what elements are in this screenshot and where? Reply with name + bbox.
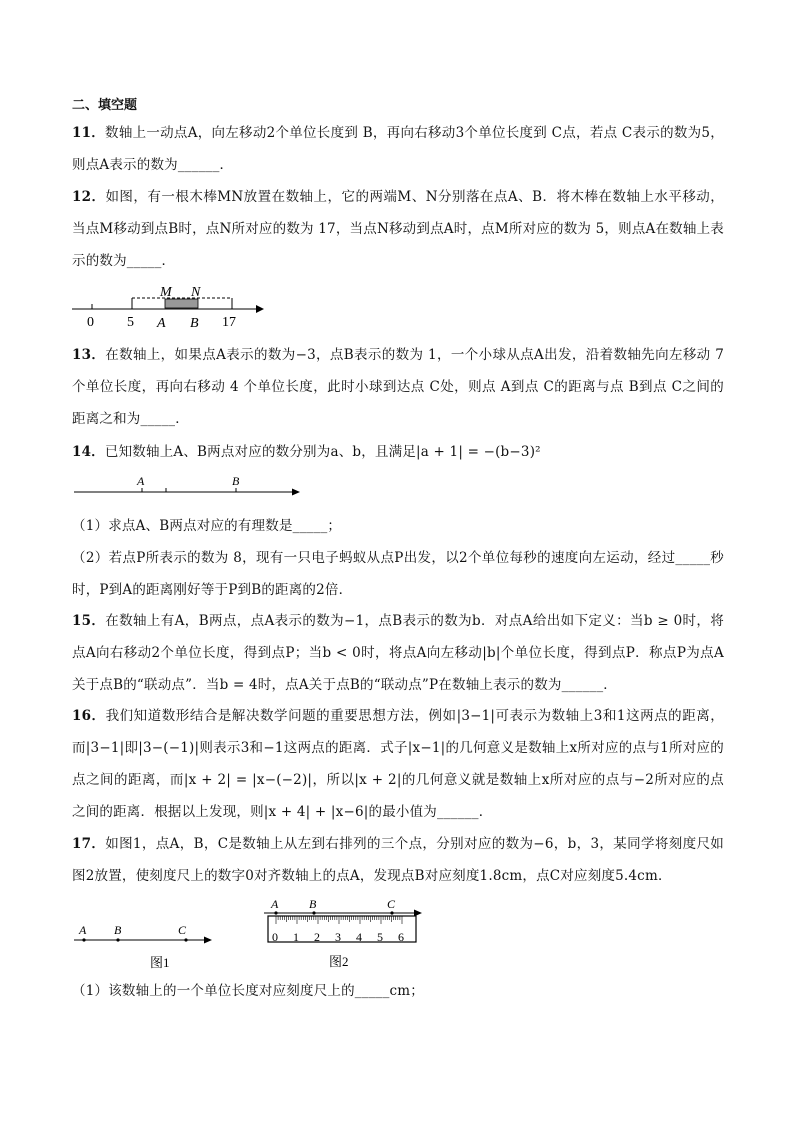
question-number: 13．: [72, 347, 106, 363]
label-n: N: [191, 285, 201, 300]
question-text: 如图1，点A，B，C是数轴上从左到右排列的三个点，分别对应的数为−6，b，3，某同学将刻度尺如图2放置，使刻度尺上的数字0对齐数轴上的点A，发现点B对应刻度1.8cm，点C对应刻度5.4cm．: [72, 836, 725, 884]
label-a: A: [137, 474, 145, 488]
question-text: 数轴上一动点A，向左移动2个单位长度到 B，再向右移动3个单位长度到 C点，若点 C表示的数为5，则点A表示的数为______．: [72, 125, 724, 173]
label-c: C: [387, 897, 396, 911]
label-b: B: [232, 474, 240, 488]
section-heading: 二、填空题: [72, 98, 138, 113]
label-b: B: [309, 897, 317, 911]
question-12: [72, 181, 724, 277]
ruler-ticks: [276, 916, 402, 924]
question-13: [72, 339, 724, 435]
question-text: 我们知道数形结合是解决数学问题的重要思想方法，例如|3−1|可表示为数轴上3和1这两点的距离，而|3−1|即|3−(−1)|则表示3和−1这两点的距离．式子|x−1|的几何意义是数轴上x所对应的点与1所对应的点之间的距离，而|x + 2| = |x−(−2)|，所以|x + 2|的几何意义就是数轴上x所对应的点与−2所对应的点之间的距离．根据以上发现，则|x + 4| + |x−6|的最小值为______．: [72, 708, 724, 820]
question-17-part-1: （1）该数轴上的一个单位长度对应刻度尺上的_____cm；: [72, 983, 425, 999]
label-c: C: [178, 923, 187, 937]
question-number: 14．: [72, 444, 105, 460]
label-0: 0: [87, 315, 94, 328]
question-text: 已知数轴上A、B两点对应的数分别为a、b，且满足|a + 1| = −(b−3)²: [104, 444, 541, 460]
question-14: [72, 436, 724, 468]
label-m: M: [160, 285, 172, 300]
question-14-part-1: （1）求点A、B两点对应的有理数是_____；: [72, 518, 342, 534]
question-number: 16．: [72, 708, 106, 724]
q17-figure-2: [262, 894, 432, 974]
q12-number-line-figure: [70, 282, 270, 328]
label-a: A: [79, 923, 87, 937]
question-text: 在数轴上有A，B两点，点A表示的数为−1，点B表示的数为b．对点A给出如下定义：当b ≥ 0时，将点A向右移动2个单位长度，得到点P；当b < 0时，将点A向左移动|b|个单位长度，得到点P．称点P为点A关于点B的“联动点”．当b = 4时，点A关于点B的“联动点”P在数轴上表示的数为______．: [72, 613, 725, 693]
ruler-1: 1: [293, 930, 299, 944]
label-b: B: [114, 923, 122, 937]
question-number: 17．: [72, 836, 106, 852]
question-number: 12．: [72, 189, 106, 205]
question-number: 11．: [72, 125, 106, 141]
label-5: 5: [127, 315, 134, 328]
question-text: 如图，有一根木棒MN放置在数轴上，它的两端M、N分别落在点A、B．将木棒在数轴上水平移动，当点M移动到点B时，点N所对应的数为 17，当点N移动到点A时，点M所对应的数为 5，则点A在数轴上表示的数为_____．: [72, 189, 724, 269]
question-text: 在数轴上，如果点A表示的数为−3，点B表示的数为 1，一个小球从点A出发，沿着数轴先向左移动 7个单位长度，再向右移动 4 个单位长度，此时小球到达点 C处，则点 A到点 C的距离与点 B到点 C之间的距离之和为_____．: [72, 347, 724, 427]
question-14-part-2: （2）若点P所表示的数为 8，现有一只电子蚂蚁从点P出发，以2个单位每秒的速度向左运动，经过_____秒时，P到A的距离刚好等于P到B的距离的2倍．: [72, 550, 724, 598]
question-17: [72, 828, 724, 892]
ruler-3: 3: [335, 930, 341, 944]
label-17: 17: [222, 315, 236, 328]
q14-number-line-figure: [72, 473, 304, 499]
label-a: A: [271, 897, 279, 911]
stick-mn: [165, 299, 198, 308]
ruler-4: 4: [356, 930, 362, 944]
label-b: B: [190, 316, 199, 328]
figure-2-caption: 图2: [329, 954, 349, 969]
figure-1-caption: 图1: [150, 955, 170, 970]
ruler-0: 0: [272, 930, 278, 944]
ruler-2: 2: [314, 930, 320, 944]
question-11: [72, 117, 724, 181]
question-15: [72, 605, 724, 701]
q17-figure-1: [72, 920, 222, 970]
question-number: 15．: [72, 613, 106, 629]
question-16: [72, 700, 724, 828]
ruler-5: 5: [377, 930, 383, 944]
label-a: A: [157, 316, 166, 328]
ruler-6: 6: [398, 930, 404, 944]
